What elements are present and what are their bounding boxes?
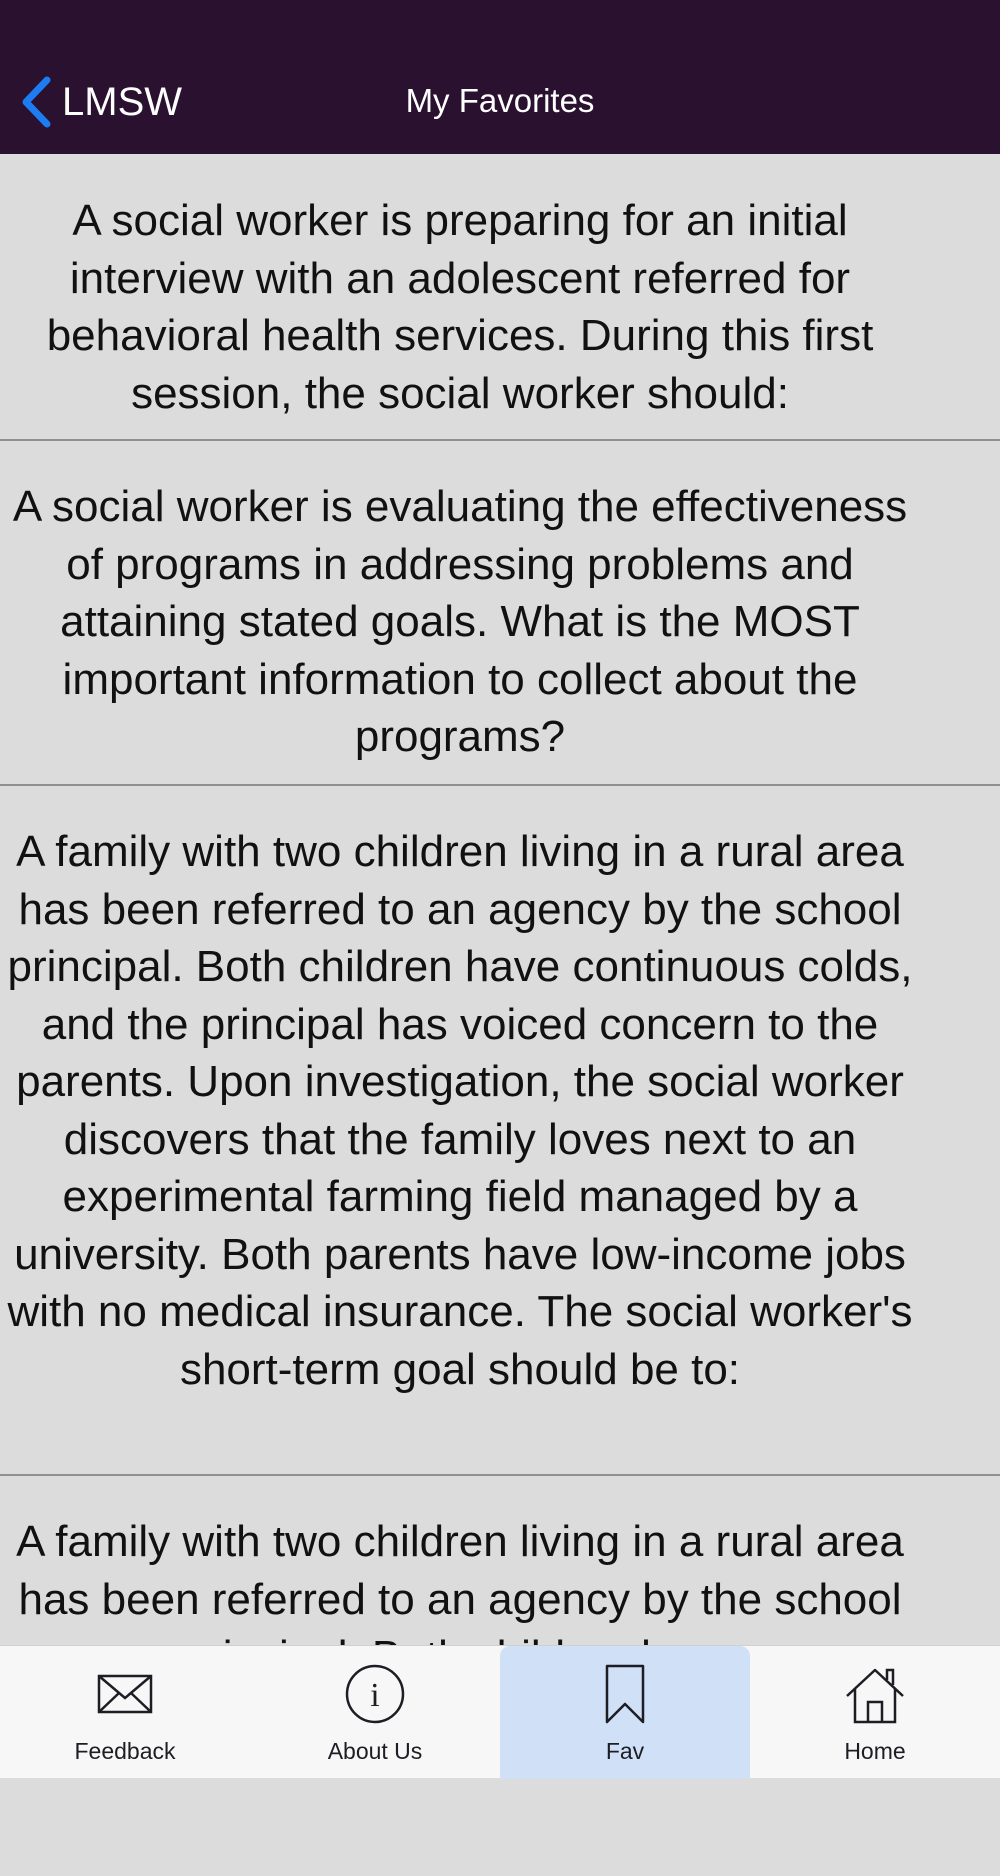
page-title: My Favorites (405, 82, 595, 119)
envelope-icon (93, 1662, 157, 1726)
list-item[interactable] (0, 154, 1000, 441)
tab-fav[interactable] (500, 1646, 750, 1779)
info-icon (343, 1662, 407, 1726)
tab-about-us[interactable] (250, 1646, 500, 1779)
tab-feedback[interactable] (0, 1646, 250, 1779)
favorites-list[interactable] (0, 154, 1000, 1645)
home-icon (843, 1662, 907, 1726)
question-text: A family with two children living in a rural area has been referred to an agency by the school principal. Both children have continuous colds, and the principal has voiced concern to the parents. Upon investigation, the social worker discovers that the family loves next to an experimental farming field managed by a university. Both parents have low-income jobs with no medical insurance. The social worker's short-term goal should be to: (7, 827, 913, 1394)
question-text: A social worker is preparing for an initial interview with an adolescent referred for behavioral health services. During this first session, the social worker should: (46, 196, 874, 418)
tab-home[interactable] (750, 1646, 1000, 1779)
tab-label: Home (844, 1738, 906, 1764)
navigation-bar (0, 0, 1000, 154)
bookmark-icon (593, 1662, 657, 1726)
tab-bar (0, 1645, 1000, 1778)
question-text: A family with two children living in a rural area has been referred to an agency by the school (16, 1517, 904, 1624)
list-item[interactable] (0, 441, 1000, 786)
list-item[interactable] (0, 786, 1000, 1476)
tab-label: About Us (327, 1738, 423, 1764)
svg-text:i: i (370, 1677, 380, 1714)
back-button-label: LMSW (62, 80, 182, 124)
tab-label: Fav (605, 1738, 645, 1764)
question-text: A social worker is evaluating the effectiveness of programs in addressing problems and attaining stated goals. What is the MOST important information to collect about the programs? (12, 482, 908, 761)
tab-label: Feedback (74, 1738, 176, 1764)
